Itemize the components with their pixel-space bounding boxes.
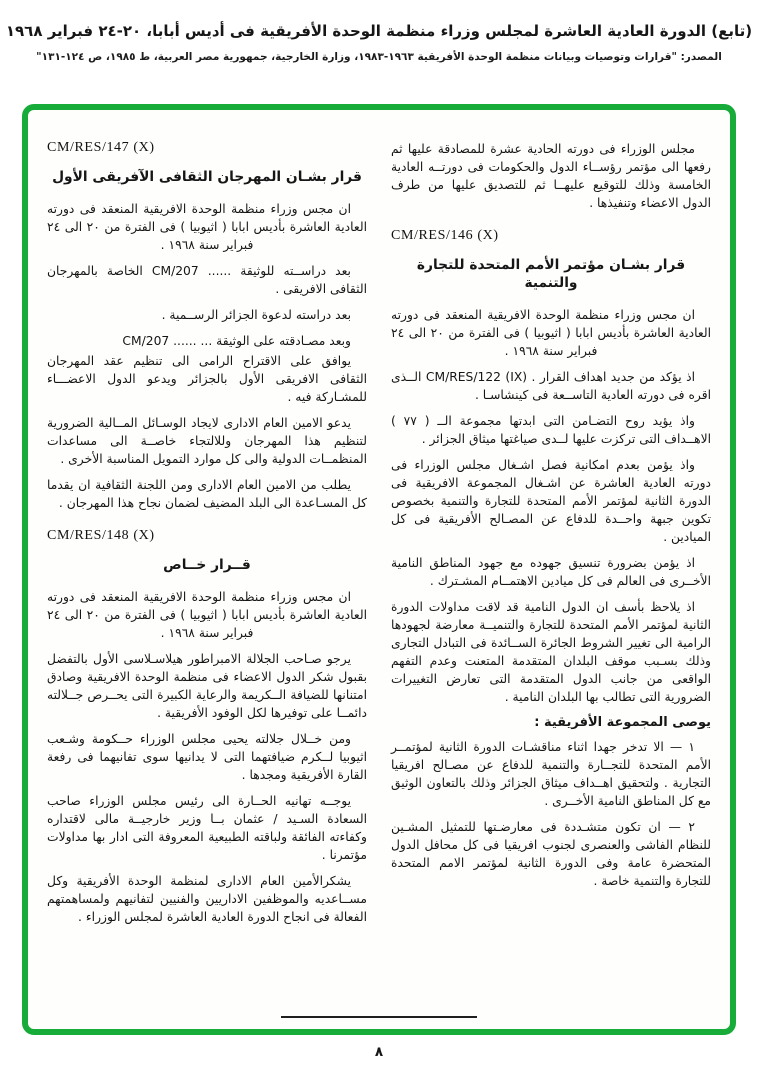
resolution-heading-unctad: قرار بشـان مؤتمر الأمم المتحدة للتجارة والتنمية <box>416 257 686 291</box>
paragraph: بعد دراسته لدعوة الجزائر الرســمية . <box>161 308 351 322</box>
paragraph: اذ يؤمن بضرورة تنسيق جهوده مع جهود المناطق النامية الأخــرى فى العالم فى كل ميادين الاهتمــام المشـترك . <box>391 556 711 588</box>
end-of-text-rule <box>281 1016 477 1018</box>
paragraph: ومن خــلال جلالته يحيى مجلس الوزراء حــكومة وشـعب اثيوبيا لــكرم ضيافتهما التى لا يدانيها سوى تفانيهما فى رفعة القارة الأفريقية ومجدها . <box>47 732 367 782</box>
paragraph: اذ يؤكد من جديد اهداف القرار . CM/RES/122 (IX) الــذى اقره فى دورته العادية التاســعة فى كينشاسـا . <box>391 370 711 402</box>
numbered-item-1: ١ — الا تدخر جهدا اثناء مناقشـات الدورة الثانية لمؤتمــر الأمم المتحدة للتجــارة والتنمية للدفاع عن مصـالح افريقيا التجارية . ولتحقيق اهــداف ميثاق الجزائر وذلك بالتعاون الوثيق مع كل المناطق النامية الأخــرى . <box>391 740 711 808</box>
paragraph: ان مجس وزراء منظمة الوحدة الافريقية المنعقد فى دورته العادية العاشرة بأديس ابابا ( اثيوبيا ) فى الفترة من ٢٠ الى ٢٤ فبراير سنة ١٩٦٨ . <box>391 308 712 358</box>
paragraph: يوجــه تهانيه الحــارة الى رئيس مجلس الوزراء صاحب السعادة السـيد / عثمان بــا وزير خارجيــة مالى لاقتداره وكفاءته الفائقة ولباقته الطبيعية المعروفة التى ادار بها مداولات مؤتمرنا . <box>47 794 367 862</box>
column-right <box>391 140 711 934</box>
paragraph: يشكرالأمين العام الادارى لمنظمة الوحدة الأفريقية وكل مســاعديه والموظفين الاداريين والفنيين لتفانيهم ولمساهمتهم الفعالة فى انجاح الدورة العادية العاشرة لمجلس الوزراء . <box>47 874 367 924</box>
paragraph: ان مجس وزراء منظمة الوحدة الافريقية المنعقد فى دورته العادية العاشرة بأديس ابابا ( اثيوبيا ) فى الفترة من ٢٠ الى ٢٤ فبراير سنة ١٩٦٨ . <box>47 590 368 640</box>
paragraph: واذ يؤمن بعدم امكانية فصل اشـغال مجلس الوزراء فى دورته العادية العاشرة عن اشـغال المجموعة الافريقية فى الدورة الثانية لمؤتمر الأمم المتحدة للتجارة والتنمية بخصوص تكوين جبهة واحــدة للدفاع عن المصـالح الأفريقية فى كل الميادين . <box>391 458 711 544</box>
recommendation-lead: يوصى المجموعة الأفريقية : <box>534 715 711 730</box>
paragraph: بعد دراســته للوثيقة ...... CM/207 الخاصة بالمهرجان الثقافى الافريقى . <box>47 264 367 296</box>
paragraph: يطلب من الامين العام الادارى ومن اللجنة الثقافية ان يقدما كل المسـاعدة الى البلد المضيف لضمان نجاح هذا المهرجان . <box>47 478 367 510</box>
paragraph: يدعو الامين العام الادارى لايجاد الوسـائل المــالية الضرورية لتنظيم هذا المهرجان وللالتجاء خاصــة الى مساعدات المنظمــات الدولية والى كل موارد التمويل المناسبة الأخرى . <box>47 416 367 466</box>
ref-cm-res-147: CM/RES/147 (X) <box>47 140 155 155</box>
two-column-layout <box>28 110 730 934</box>
paragraph: يرجو صـاحب الجلالة الامبراطور هيلاسـلاسى الأول بالتفضل بقبول شكر الدول الاعضاء فى منظمة الوحدة الافريقية وصادق امتنانها للضيافة الــكريمة والرعاية الكبيرة التى يحــرص جــلالته دائمــا على توفيرها لكل الوفود الأفريقية . <box>47 652 367 720</box>
source-citation: المصدر: "قرارات وتوصيات وبيانات منظمة الوحدة الأفريقية ١٩٦٣-١٩٨٣، وزارة الخارجية، جمهورية مصر العربية، ط ١٩٨٥، ص ١٢٤-١٣١" <box>36 51 722 63</box>
numbered-item-2: ٢ — ان تكون متشـددة فى معارضـتها للتمثيل المشـين للنظام الفاشى والعنصرى لجنوب افريقيا فى كل محافل الدول المتحضرة عامة وفى الدورة الثانية لمؤتمر الامم المتحدة للتجارة والتنمية خاصة . <box>391 820 711 888</box>
ref-cm-res-148: CM/RES/148 (X) <box>47 528 155 543</box>
paragraph-continuation: مجلس الوزراء فى دورته الحادية عشرة للمصادقة عليها ثم رفعها الى مؤتمر رؤســاء الدول والحكومات فى دورتــه العادية الخامسة وذلك للتوقيع عليهــا ثم للتصديق عليها من طرف الدول الاعضاء وتنفيذها . <box>391 142 711 210</box>
paragraph: يوافق على الاقتراح الرامى الى تنظيم عقد المهرجان الثقافى الافريقى الأول بالجزائر ويدعو الدول الاعضـــاء للمشـاركة فيه . <box>47 354 367 404</box>
ref-cm-res-146: CM/RES/146 (X) <box>391 228 499 243</box>
paragraph: اذ يلاحظ بأسف ان الدول النامية قد لاقت مداولات الدورة الثانية لمؤتمر الأمم المتحدة للتجارة والتنميــة معارضة لجهودها الرامية الى تغيير الشروط الجائرة الســائدة فى التبادل التجارى وذلك بسـبب موقف البلدان المتقدمة المتعنت وعدم التفهم الواقعى من جانب الدول المتقدمة التى تعارض التغييرات الضرورية التى تطالب بها البلدان النامية . <box>391 600 711 704</box>
column-left <box>47 140 367 934</box>
paragraph: واذ يؤيد روح التضـامن التى ابدتها مجموعة الــ ( ٧٧ ) الاهــداف التى تركزت عليها لــدى صياغتها ميثاق الجزائر . <box>391 414 711 446</box>
content-frame <box>22 104 736 1035</box>
page-number: ٨ <box>374 1044 384 1060</box>
page-header <box>0 0 758 63</box>
paragraph: ان مجس وزراء منظمة الوحدة الافريقية المنعقد فى دورته العادية العاشرة بأديس ابابا ( اثيوبيا ) فى الفترة من ٢٠ الى ٢٤ فبراير سنة ١٩٦٨ . <box>47 202 368 252</box>
paragraph: وبعد مصـادقته على الوثيقة ... ...... CM/207 <box>122 334 351 348</box>
document-title: (تابع) الدورة العادية العاشرة لمجلس وزراء منظمة الوحدة الأفريقية فى أديس أبابا، ٢٠-٢٤ فبراير ١٩٦٨ <box>5 22 753 40</box>
resolution-heading-special: قــرار خــاص <box>163 557 251 573</box>
resolution-heading-festival: قرار بشـان المهرجان الثقافى الآفريقى الأول <box>52 169 362 185</box>
